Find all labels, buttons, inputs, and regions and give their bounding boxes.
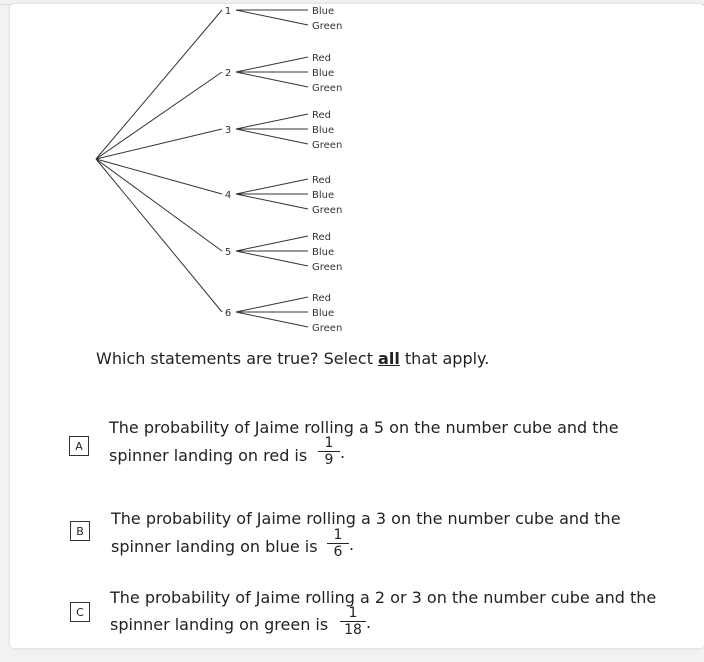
option-c-fraction bbox=[340, 605, 366, 638]
tree-outcome-label: Blue bbox=[312, 190, 335, 201]
tree-outcome-line bbox=[236, 114, 308, 129]
option-b-fraction bbox=[327, 527, 349, 560]
tree-branch-line bbox=[96, 159, 222, 312]
option-a-denominator: 9 bbox=[324, 452, 334, 468]
tree-outcome-label: Red bbox=[312, 53, 331, 64]
tree-outcome-label: Green bbox=[312, 83, 343, 94]
question-prompt bbox=[96, 349, 489, 368]
tree-outcome-label: Green bbox=[312, 140, 343, 151]
option-a-numerator: 1 bbox=[324, 435, 334, 451]
tree-branch-line bbox=[96, 129, 222, 159]
tree-outcome-line bbox=[236, 179, 308, 194]
tree-outcome-label: Blue bbox=[312, 68, 335, 79]
tree-outcome-line bbox=[236, 194, 308, 209]
prompt-emphasis: all bbox=[378, 349, 400, 368]
option-a-line1: The probability of Jaime rolling a 5 on the number cube and the bbox=[109, 418, 619, 437]
tree-outcome-label: Green bbox=[312, 21, 343, 32]
tree-outcome-label: Blue bbox=[312, 125, 335, 136]
tree-number-label: 1 bbox=[224, 6, 232, 17]
tree-outcome-label: Blue bbox=[312, 6, 335, 17]
tree-outcome-label: Green bbox=[312, 323, 343, 334]
option-b-denominator: 6 bbox=[333, 544, 343, 560]
tree-branch-line bbox=[96, 159, 222, 194]
option-a-period: . bbox=[340, 443, 346, 462]
option-c-line2: spinner landing on green is bbox=[110, 615, 329, 634]
tree-outcome-label: Blue bbox=[312, 308, 335, 319]
tree-number-label: 2 bbox=[224, 68, 232, 79]
tree-outcome-line bbox=[236, 312, 308, 327]
tree-outcome-label: Red bbox=[312, 232, 331, 243]
tree-number-label: 3 bbox=[224, 125, 232, 136]
tree-outcome-label: Green bbox=[312, 205, 343, 216]
tree-outcome-label: Blue bbox=[312, 247, 335, 258]
tree-outcome-line bbox=[236, 129, 308, 144]
tree-outcome-label: Red bbox=[312, 110, 331, 121]
tree-outcome-line bbox=[236, 72, 308, 87]
option-a-checkbox[interactable]: A bbox=[69, 436, 89, 456]
tree-outcome-label: Green bbox=[312, 262, 343, 273]
tree-outcome-line bbox=[236, 251, 308, 266]
tree-outcome-label: Red bbox=[312, 293, 331, 304]
prompt-text-end: that apply. bbox=[399, 349, 490, 368]
option-c-numerator: 1 bbox=[348, 605, 358, 621]
tree-outcome-label: Red bbox=[312, 175, 331, 186]
tree-outcome-line bbox=[236, 236, 308, 251]
tree-number-label: 5 bbox=[224, 247, 232, 258]
tree-number-label: 4 bbox=[224, 190, 232, 201]
option-c-line1: The probability of Jaime rolling a 2 or 3 on the number cube and the bbox=[110, 588, 657, 607]
tree-outcome-line bbox=[236, 57, 308, 72]
option-b-period: . bbox=[349, 535, 355, 554]
prompt-text: Which statements are true? Select bbox=[96, 349, 379, 368]
option-c-period: . bbox=[366, 613, 372, 632]
option-a-line2: spinner landing on red is bbox=[109, 446, 308, 465]
option-b-line2: spinner landing on blue is bbox=[111, 537, 318, 556]
tree-branch-line bbox=[96, 159, 222, 251]
tree-number-label: 6 bbox=[224, 308, 232, 319]
tree-outcome-line bbox=[236, 10, 308, 25]
tree-outcome-line bbox=[236, 297, 308, 312]
option-b-numerator: 1 bbox=[333, 527, 343, 543]
option-b-checkbox[interactable]: B bbox=[70, 521, 90, 541]
option-c-denominator: 18 bbox=[344, 622, 362, 638]
option-c-checkbox[interactable]: C bbox=[70, 602, 90, 622]
option-a-fraction bbox=[318, 435, 340, 468]
option-b-line1: The probability of Jaime rolling a 3 on the number cube and the bbox=[111, 509, 621, 528]
